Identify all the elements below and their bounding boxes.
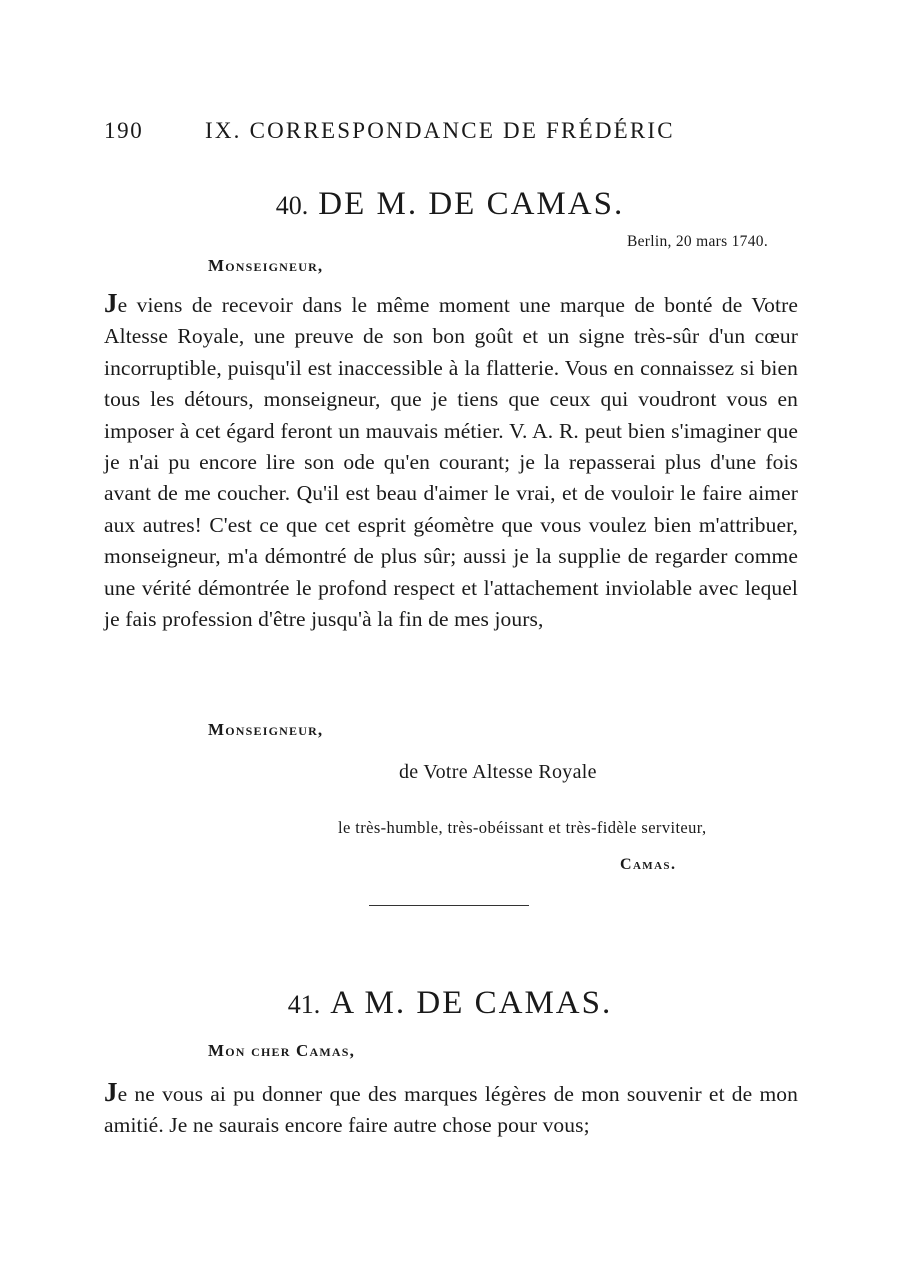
- running-title: IX. CORRESPONDANCE DE FRÉDÉRIC: [205, 118, 675, 143]
- running-head: [104, 118, 724, 150]
- section-divider: [369, 905, 529, 906]
- letter-40-signature: Camas.: [620, 856, 677, 873]
- letter-41-body: [104, 1077, 798, 1142]
- letter-40-closing-salutation: Monseigneur,: [208, 720, 324, 739]
- letter-41-initial: J: [104, 1077, 118, 1107]
- letter-41-title: A M. DE CAMAS.: [330, 985, 613, 1021]
- letter-40-closing-line-1: de Votre Altesse Royale: [399, 761, 597, 783]
- letter-40-number: 40.: [275, 191, 309, 220]
- letter-41-body-text: e ne vous ai pu donner que des marques légères de mon souvenir et de mon amitié. Je ne saurais encore faire autre chose pour vous;: [104, 1082, 798, 1138]
- letter-40-salutation: Monseigneur,: [208, 256, 324, 275]
- letter-41-number: 41.: [287, 990, 321, 1019]
- letter-41-heading: [0, 985, 900, 1022]
- page-number: 190: [104, 118, 144, 143]
- letter-40-body: [104, 288, 798, 635]
- letter-41-salutation: Mon cher Camas,: [208, 1041, 356, 1060]
- letter-40-initial: J: [104, 288, 118, 318]
- letter-40-title: DE M. DE CAMAS.: [318, 186, 625, 222]
- letter-40-place-date: Berlin, 20 mars 1740.: [626, 233, 768, 250]
- letter-40-closing-line-2: le très-humble, très-obéissant et très-fidèle serviteur,: [338, 818, 707, 837]
- letter-40-heading: [0, 186, 900, 223]
- letter-40-body-text: e viens de recevoir dans le même moment une marque de bonté de Votre Altesse Royale, une preuve de son bon goût et un signe très-sûr d'un cœur incorruptible, puisqu'il est inaccessible à la flatterie. Vous en connaissez si bien tous les détours, monseigneur, que je tiens que ceux qui voudront vous en imposer à cet égard feront un mauvais métier. V. A. R. peut bien s'imaginer que je n'ai pu encore lire son ode qu'en courant; je la repasserai plus d'une fois avant de me coucher. Qu'il est beau d'aimer le vrai, et de vouloir le faire aimer aux autres! C'est ce que cet esprit géomètre que vous voulez bien m'attribuer, monseigneur, m'a démontré de plus sûr; aussi je la supplie de regarder comme une vérité démontrée le profond respect et l'attachement inviolable avec lequel je fais profession d'être jusqu'à la fin de mes jours,: [104, 293, 798, 632]
